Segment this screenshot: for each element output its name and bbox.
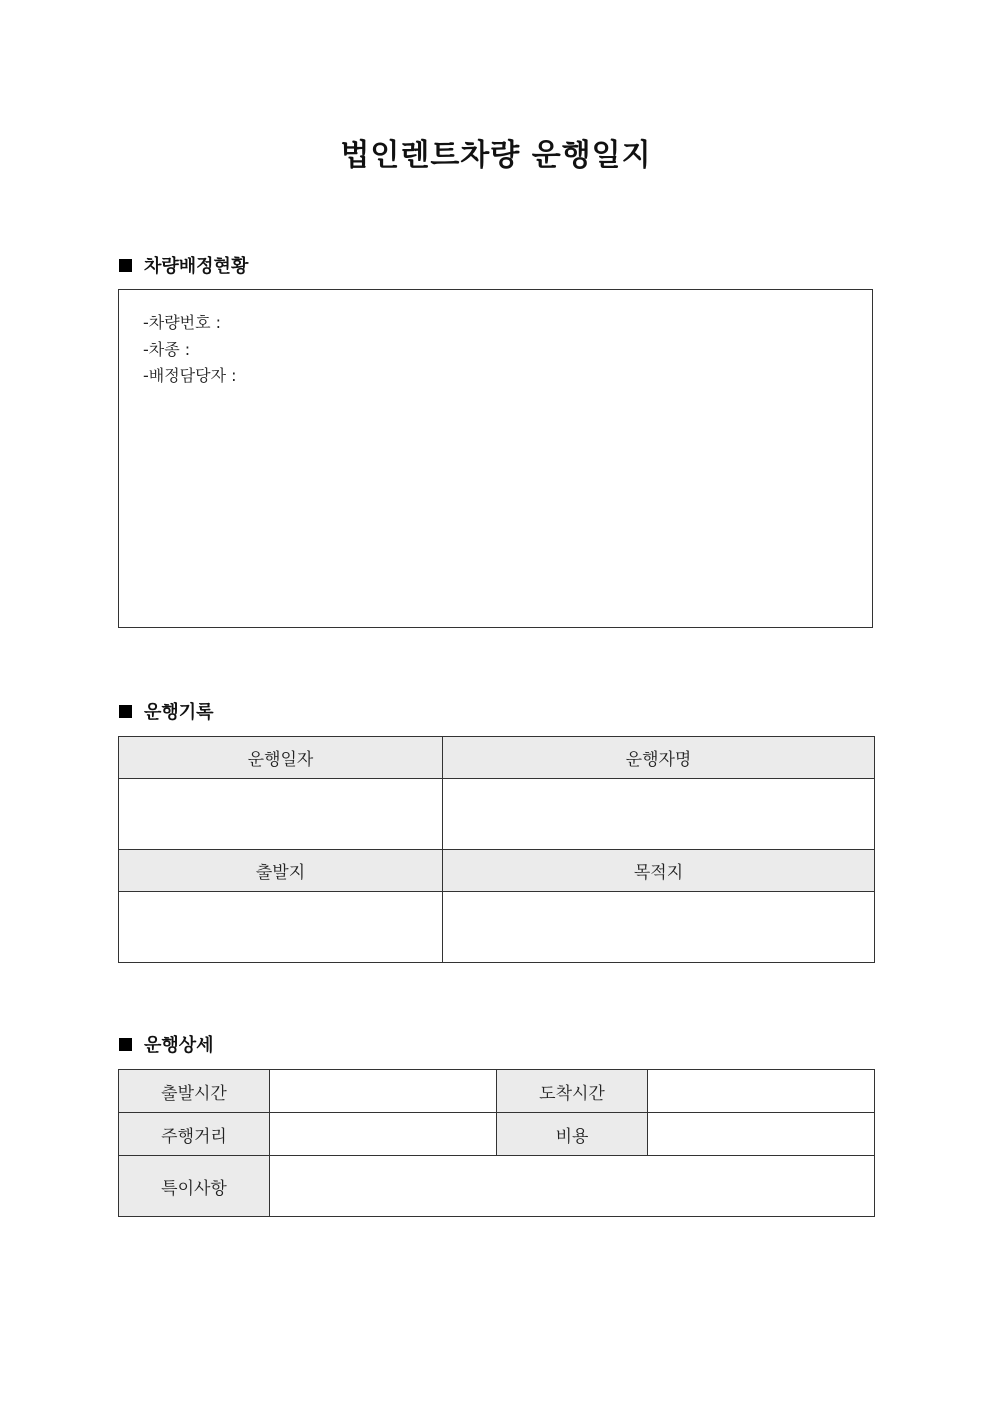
cost-field[interactable]	[648, 1113, 875, 1156]
page-title: 법인렌트차량 운행일지	[340, 138, 652, 173]
destination-field[interactable]	[443, 892, 875, 963]
table-row	[119, 779, 875, 850]
assignment-info-box[interactable]	[118, 289, 873, 628]
departure-place-label: 출발지	[119, 850, 443, 892]
operation-detail-table	[118, 1069, 875, 1217]
table-row	[119, 737, 875, 779]
square-bullet-icon	[119, 259, 132, 272]
assignment-manager-line: -배정담당자 :	[143, 366, 237, 385]
table-row	[119, 850, 875, 892]
table-row	[119, 892, 875, 963]
driver-name-field[interactable]	[443, 779, 875, 850]
assignment-heading-label: 차량배정현황	[144, 256, 249, 277]
square-bullet-icon	[119, 705, 132, 718]
distance-label: 주행거리	[119, 1113, 270, 1156]
assignment-section-heading	[119, 252, 248, 278]
table-row	[119, 1156, 875, 1217]
detail-section-heading	[119, 1031, 214, 1057]
driver-name-label: 운행자명	[443, 737, 875, 779]
operation-record-table	[118, 736, 875, 963]
departure-time-label: 출발시간	[119, 1070, 270, 1113]
square-bullet-icon	[119, 1038, 132, 1051]
record-section-heading	[119, 698, 214, 724]
record-heading-label: 운행기록	[144, 702, 214, 723]
destination-label: 목적지	[443, 850, 875, 892]
vehicle-number-line: -차량번호 :	[143, 313, 222, 332]
detail-heading-label: 운행상세	[144, 1035, 214, 1056]
vehicle-model-line: -차종 :	[143, 339, 191, 359]
departure-time-field[interactable]	[270, 1070, 497, 1113]
arrival-time-field[interactable]	[648, 1070, 875, 1113]
table-row	[119, 1113, 875, 1156]
notes-field[interactable]	[270, 1156, 875, 1217]
table-row	[119, 1070, 875, 1113]
notes-label: 특이사항	[119, 1156, 270, 1217]
operation-date-field[interactable]	[119, 779, 443, 850]
distance-field[interactable]	[270, 1113, 497, 1156]
arrival-time-label: 도착시간	[497, 1070, 648, 1113]
operation-date-label: 운행일자	[119, 737, 443, 779]
cost-label: 비용	[497, 1113, 648, 1156]
departure-place-field[interactable]	[119, 892, 443, 963]
